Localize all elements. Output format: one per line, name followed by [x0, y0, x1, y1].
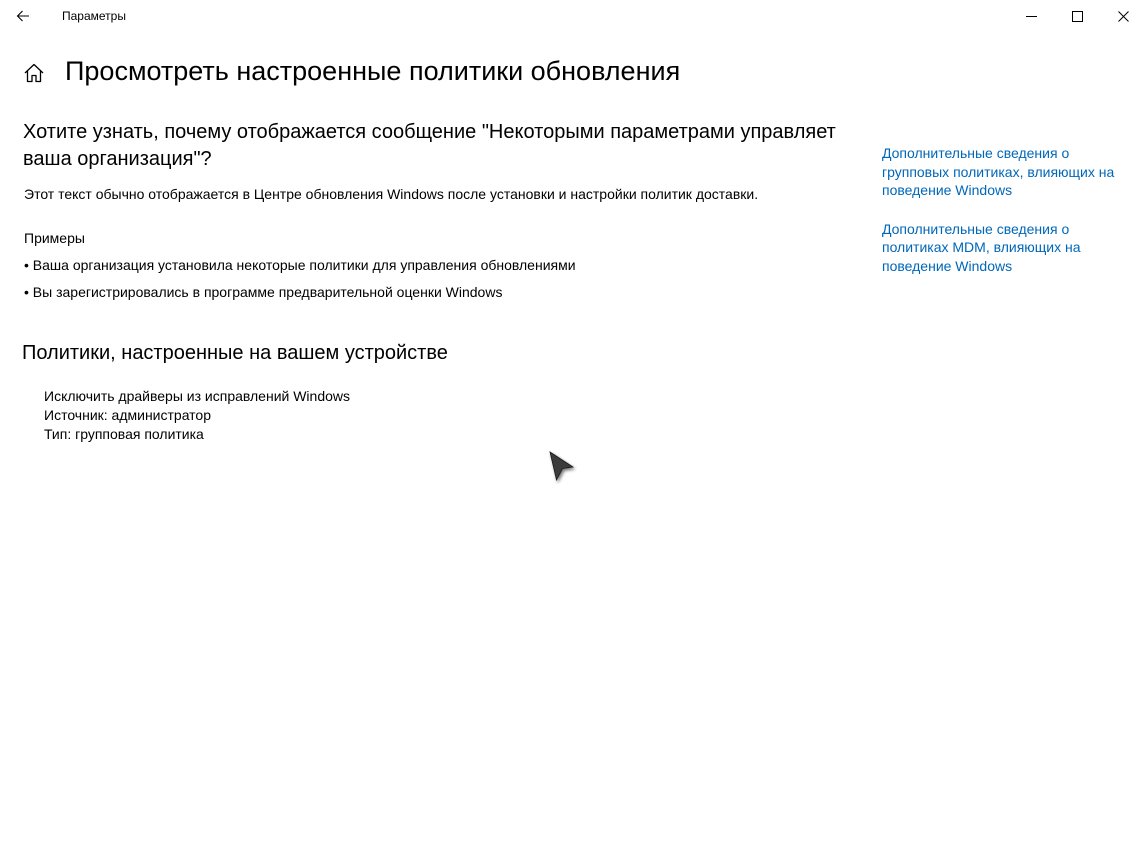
close-icon: [1118, 11, 1129, 22]
related-links: [882, 144, 1127, 295]
back-button[interactable]: [0, 0, 46, 32]
back-arrow-icon: [16, 10, 30, 22]
group-policy-info-link[interactable]: Дополнительные сведения о групповых политиках, влияющих на поведение Windows: [882, 145, 1115, 198]
maximize-icon: [1072, 11, 1083, 22]
page-title: Просмотреть настроенные политики обновления: [65, 56, 681, 86]
policy-item: [44, 387, 350, 444]
mdm-policy-info-link[interactable]: Дополнительные сведения о политиках MDM, влияющих на поведение Windows: [882, 220, 1081, 274]
home-icon: [23, 62, 45, 84]
app-title: Параметры: [62, 9, 126, 23]
maximize-button[interactable]: [1054, 0, 1100, 32]
minimize-button[interactable]: [1008, 0, 1054, 32]
minimize-icon: [1026, 11, 1037, 22]
title-bar: [0, 0, 1146, 32]
example-item: • Вы зарегистрировались в программе предварительной оценки Windows: [24, 284, 503, 300]
policy-name: Исключить драйверы из исправлений Windows: [44, 388, 351, 404]
home-button[interactable]: [23, 62, 45, 84]
policy-type: Тип: групповая политика: [44, 426, 204, 442]
info-question: Хотите узнать, почему отображается сообщение "Некоторыми параметрами управляет ваша организация"?: [23, 121, 836, 170]
examples-label: Примеры: [24, 230, 85, 246]
policy-source: Источник: администратор: [44, 407, 212, 423]
info-description: Этот текст обычно отображается в Центре обновления Windows после установки и настройки политик доставки.: [24, 186, 759, 202]
close-button[interactable]: [1100, 0, 1146, 32]
example-item: • Ваша организация установила некоторые политики для управления обновлениями: [24, 257, 576, 273]
policies-section-title: Политики, настроенные на вашем устройстве: [22, 342, 448, 364]
mouse-pointer-icon: [547, 450, 577, 484]
